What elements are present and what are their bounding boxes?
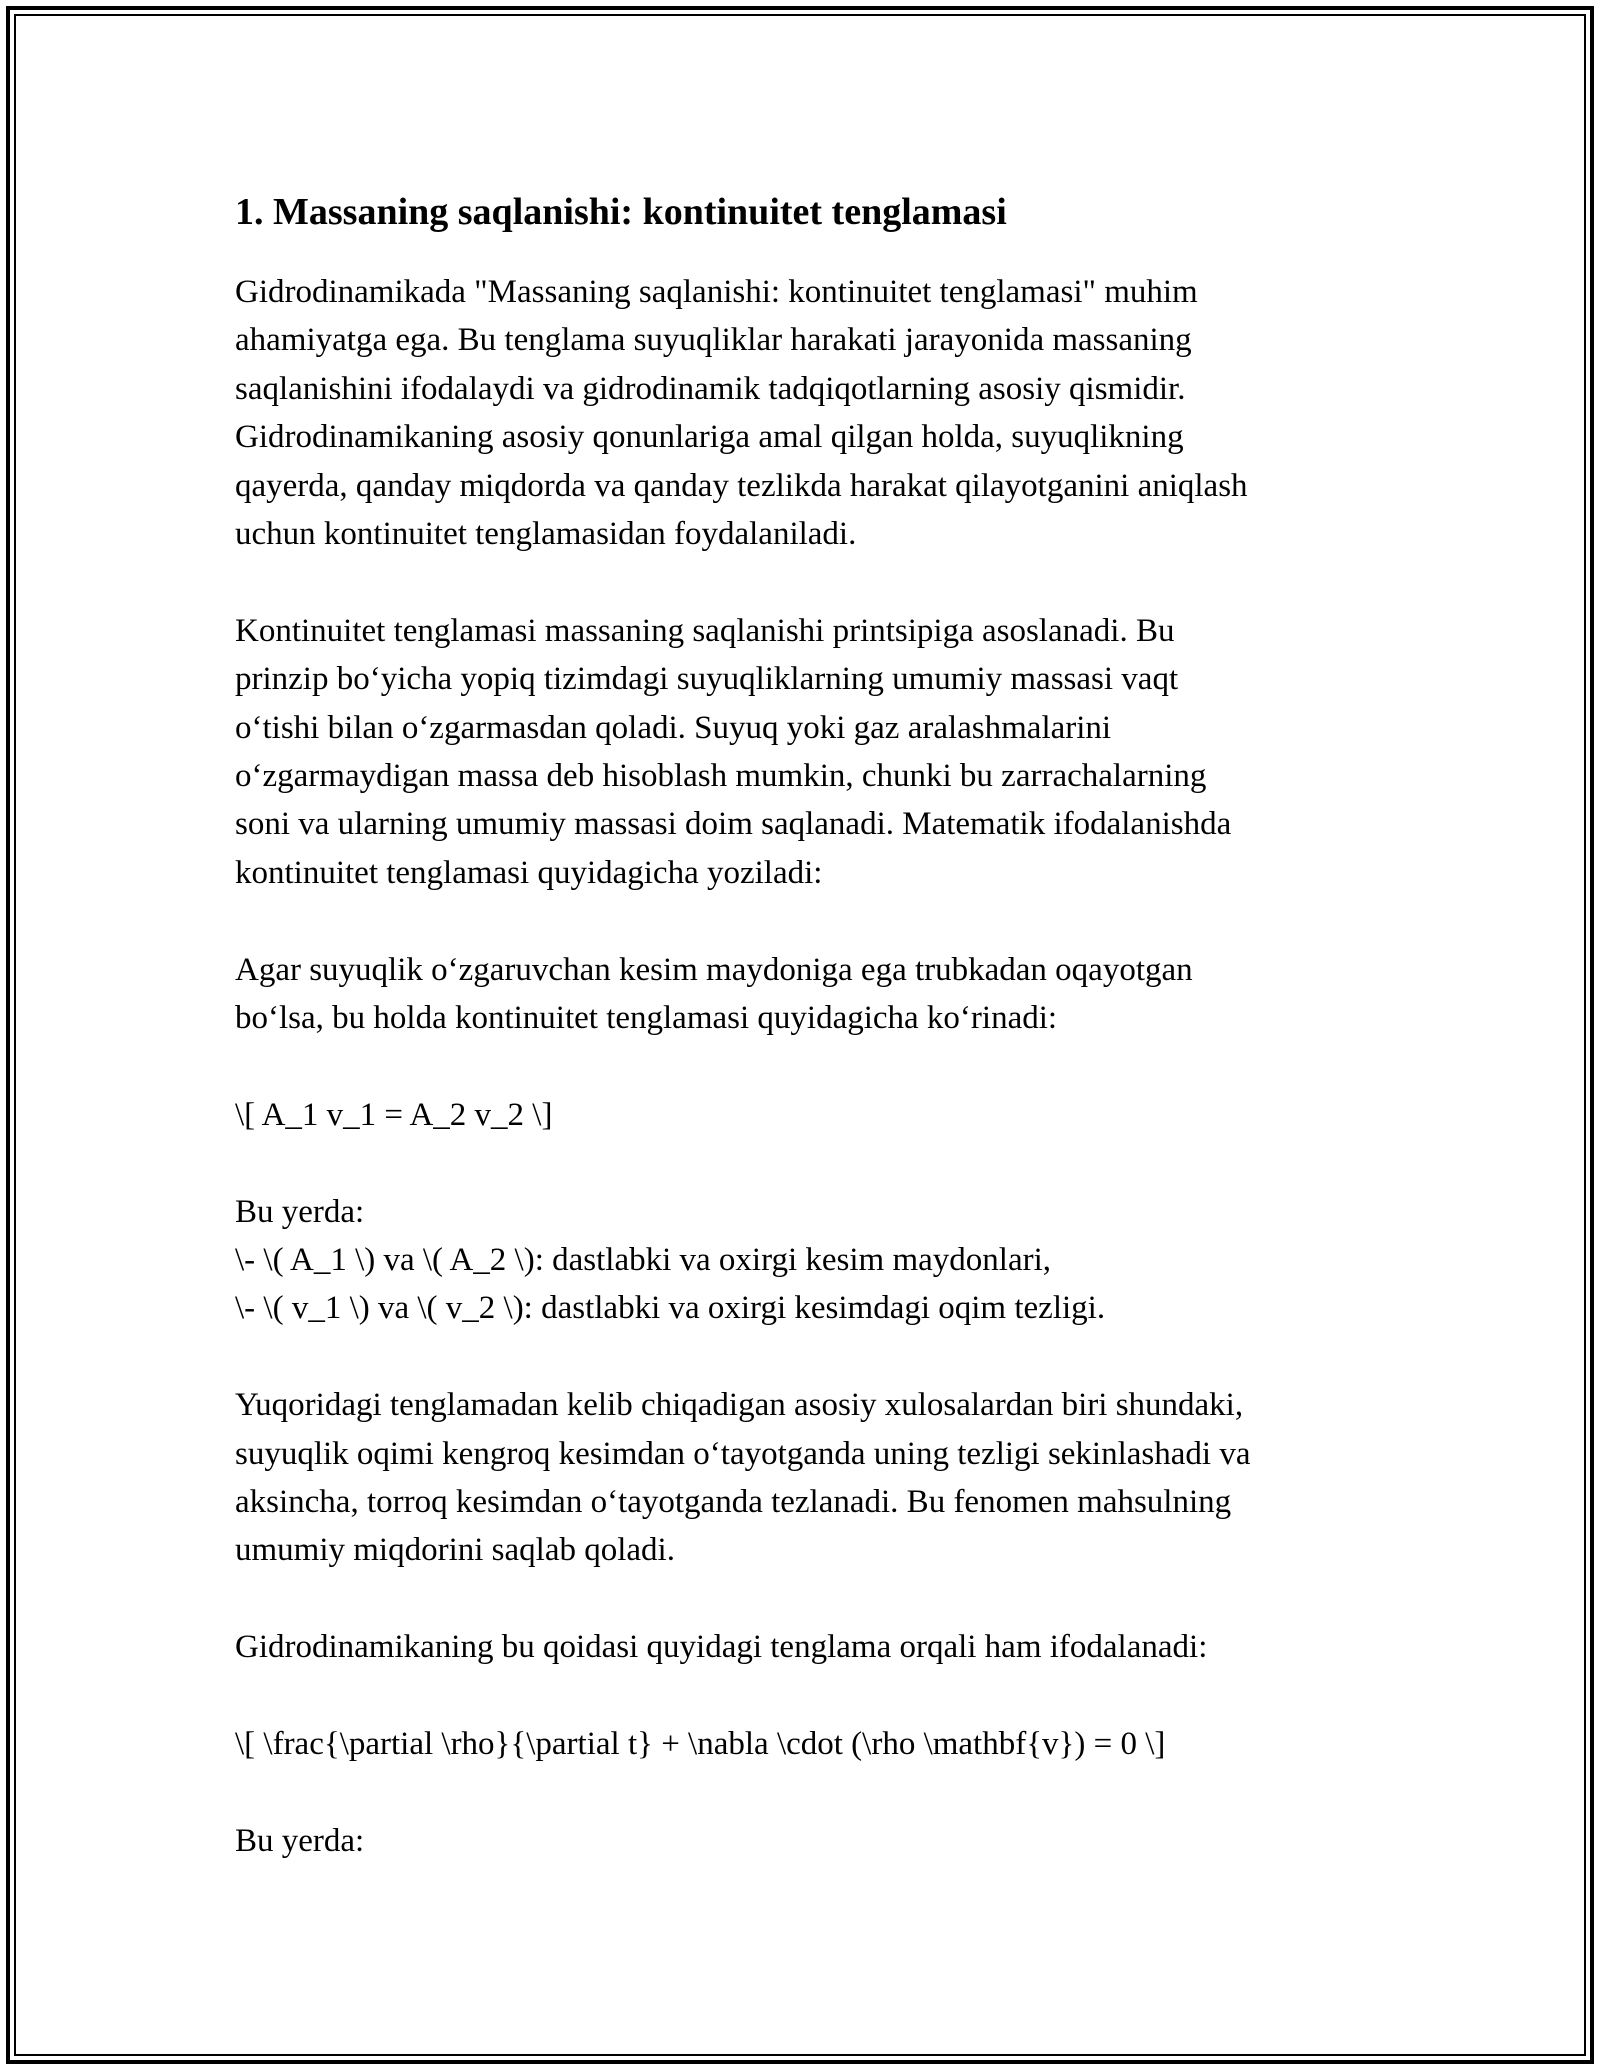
definitions-title-2: Bu yerda: [235,1822,365,1859]
definition-item-velocity: \- \( v_1 \) va \( v_2 \): dastlabki va oxirgi kesimdagi oqim tezligi. [235,1290,1106,1327]
definition-item-area: \- \( A_1 \) va \( A_2 \): dastlabki va oxirgi kesim maydonlari, [235,1242,1052,1279]
definitions-title-1: Bu yerda: [235,1193,365,1230]
paragraph-rule: Gidrodinamikaning bu qoidasi quyidagi tenglama orqali ham ifodalanadi: [235,1629,1208,1666]
paragraph-principle: Kontinuitet tenglamasi massaning saqlanishi printsipiga asoslanadi. Bu prinzip bo‘yicha yopiq tizimdagi suyuqliklarning umumiy massasi vaqt o‘tishi bilan o‘zgarmasdan qoladi. Suyuq yoki gaz aralashmalarini o‘zgarmaydigan massa deb hisoblash mumkin, chunki bu zarrachalarning soni va ularning umumiy massasi doim saqlanadi. Matematik ifodalanishda kontinuitet tenglamasi quyidagicha yoziladi: [235,612,1232,891]
paragraph-intro: Gidrodinamikada "Massaning saqlanishi: kontinuitet tenglamasi" muhim ahamiyatga ega. Bu tenglama suyuqliklar harakati jarayonida massaning saqlanishini ifodalaydi va gidrodinamik tadqiqotlarning asosiy qismidir. Gidrodinamikaning asosiy qonunlariga amal qilgan holda, suyuqlikning qayerda, qanday miqdorda va qanday tezlikda harakat qilayotganini aniqlash uchun kontinuitet tenglamasidan foydalaniladi. [235,274,1248,553]
definitions-list-1 [235,1188,1375,1333]
equation-continuity-general: \[ \frac{\partial \rho}{\partial t} + \nabla \cdot (\rho \mathbf{v}) = 0 \] [235,1726,1166,1763]
section-heading: 1. Massaning saqlanishi: kontinuitet tenglamasi [235,191,1007,233]
equation-continuity-pipe: \[ A_1 v_1 = A_2 v_2 \] [235,1096,553,1133]
paragraph-conclusion: Yuqoridagi tenglamadan kelib chiqadigan asosiy xulosalardan biri shundaki, suyuqlik oqimi kengroq kesimdan o‘tayotganda uning tezligi sekinlashadi va aksincha, torroq kesimdan o‘tayotganda tezlanadi. Bu fenomen mahsulning umumiy miqdorini saqlab qoladi. [235,1387,1251,1569]
document-body [235,186,1375,1914]
paragraph-pipe: Agar suyuqlik o‘zgaruvchan kesim maydoniga ega trubkadan oqayotgan bo‘lsa, bu holda kontinuitet tenglamasi quyidagicha ko‘rinadi: [235,951,1193,1037]
